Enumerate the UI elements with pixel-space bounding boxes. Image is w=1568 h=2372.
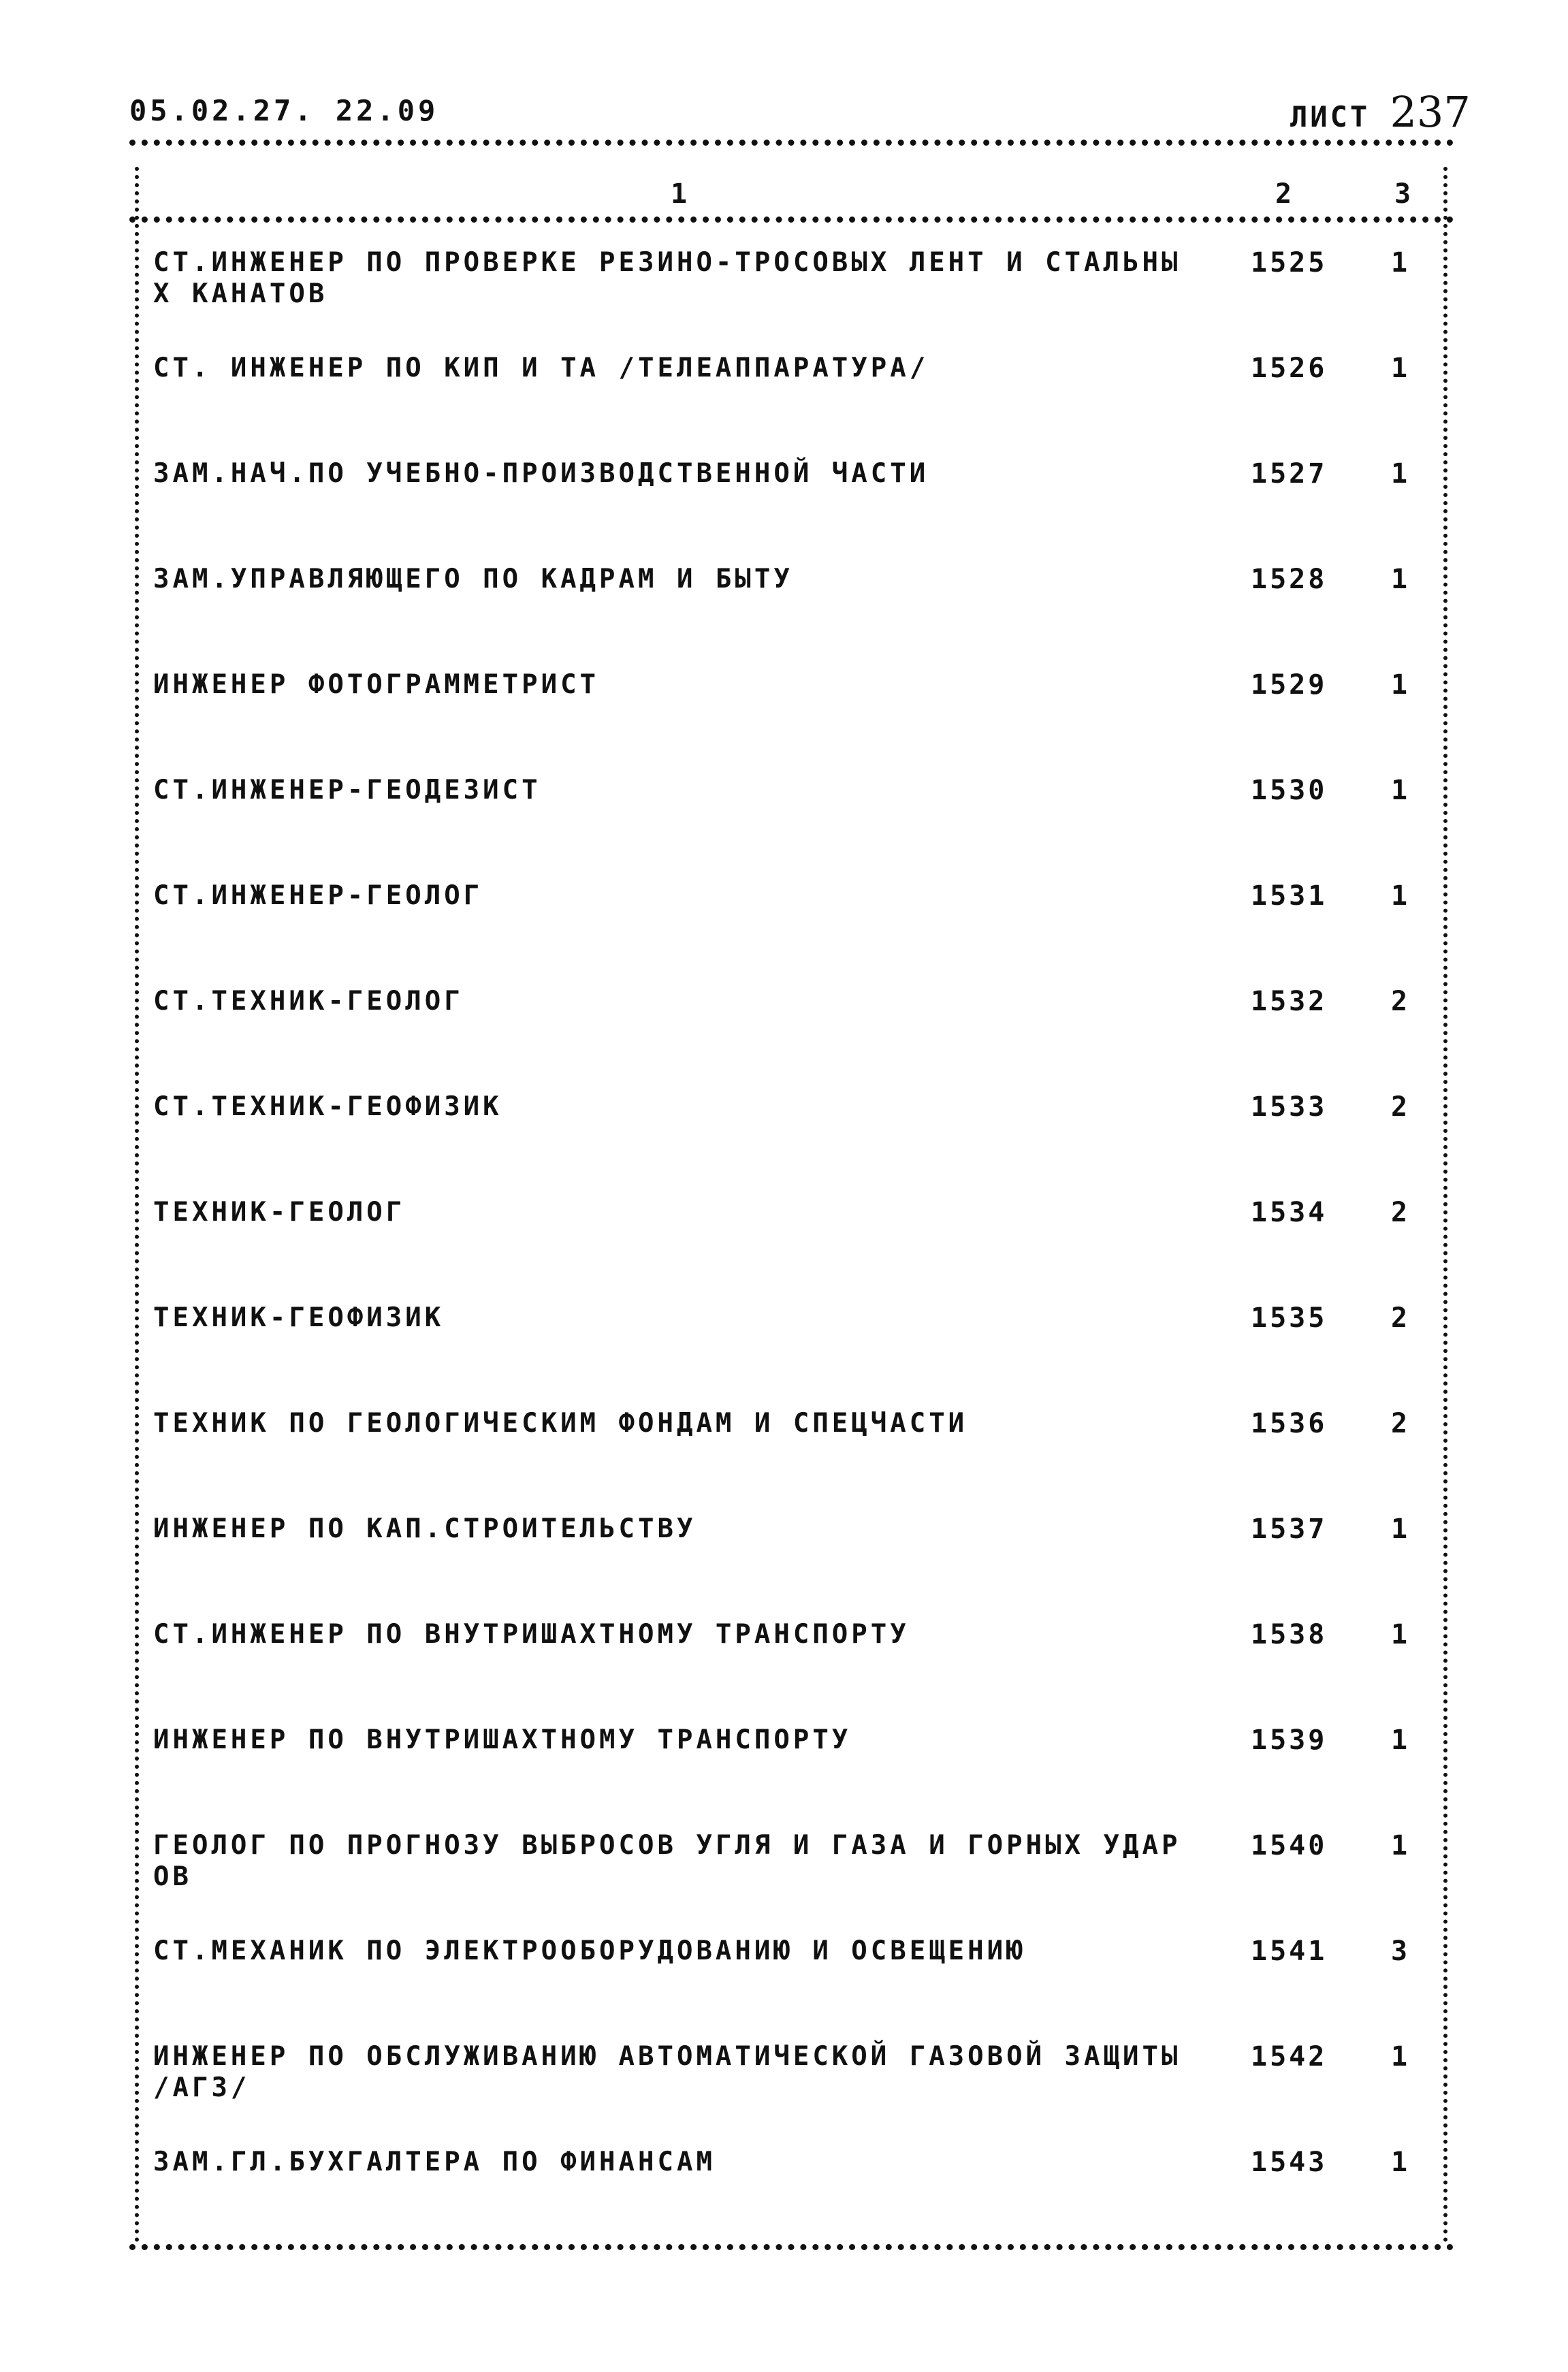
table-row	[153, 2029, 1447, 2134]
position-qty: 3	[1391, 1936, 1408, 1967]
position-qty: 1	[1391, 247, 1408, 278]
position-code: 1537	[1251, 1513, 1328, 1545]
table-row	[153, 1079, 1447, 1185]
position-title: СТ.ИНЖЕНЕР ПО ВНУТРИШАХТНОМУ ТРАНСПОРТУ	[153, 1619, 910, 1650]
position-code: 1538	[1251, 1619, 1328, 1650]
position-code: 1526	[1251, 353, 1328, 384]
position-qty: 1	[1391, 1725, 1408, 1756]
column-header-3: 3	[1394, 178, 1411, 210]
position-title: ЗАМ.ГЛ.БУХГАЛТЕРА ПО ФИНАНСАМ	[153, 2147, 716, 2177]
position-code: 1540	[1251, 1830, 1328, 1861]
position-code: 1535	[1251, 1302, 1328, 1334]
position-qty: 1	[1391, 880, 1408, 912]
position-code: 1527	[1251, 458, 1328, 490]
position-title: ИНЖЕНЕР ПО КАП.СТРОИТЕЛЬСТВУ	[153, 1513, 697, 1544]
table-row	[153, 1501, 1447, 1607]
table-row	[153, 974, 1447, 1079]
position-code: 1541	[1251, 1936, 1328, 1967]
position-code: 1528	[1251, 564, 1328, 595]
table-row	[153, 868, 1447, 974]
position-title: ТЕХНИК-ГЕОЛОГ	[153, 1197, 406, 1228]
position-title: ТЕХНИК-ГЕОФИЗИК	[153, 1302, 445, 1333]
position-qty: 2	[1391, 1091, 1408, 1123]
position-code: 1536	[1251, 1408, 1328, 1439]
table-row	[153, 1607, 1447, 1712]
position-qty: 2	[1391, 1302, 1408, 1334]
position-code: 1539	[1251, 1725, 1328, 1756]
table-row	[153, 657, 1447, 763]
position-qty: 2	[1391, 1408, 1408, 1439]
position-code: 1542	[1251, 2041, 1328, 2072]
position-code: 1531	[1251, 880, 1328, 912]
position-qty: 1	[1391, 564, 1408, 595]
position-title: СТ.ТЕХНИК-ГЕОЛОГ	[153, 986, 464, 1016]
position-title: СТ.ИНЖЕНЕР-ГЕОЛОГ	[153, 880, 483, 911]
table-row	[153, 1923, 1447, 2029]
position-title: СТ.МЕХАНИК ПО ЭЛЕКТРООБОРУДОВАНИЮ И ОСВЕЩЕНИЮ	[153, 1936, 1026, 1966]
top-border	[129, 140, 1454, 146]
table-row	[153, 551, 1447, 657]
position-qty: 1	[1391, 353, 1408, 384]
table-row	[153, 763, 1447, 868]
column-header-2: 2	[1275, 178, 1292, 210]
position-title: ЗАМ.НАЧ.ПО УЧЕБНО-ПРОИЗВОДСТВЕННОЙ ЧАСТИ	[153, 458, 929, 489]
table-row	[153, 446, 1447, 551]
position-qty: 1	[1391, 775, 1408, 806]
position-title: СТ.ИНЖЕНЕР-ГЕОДЕЗИСТ	[153, 775, 541, 805]
position-code: 1529	[1251, 669, 1328, 701]
table-row	[153, 1712, 1447, 1818]
sheet-number: 237	[1390, 87, 1471, 137]
position-code: 1533	[1251, 1091, 1328, 1123]
position-qty: 1	[1391, 1830, 1408, 1861]
position-qty: 1	[1391, 2041, 1408, 2072]
position-code: 1525	[1251, 247, 1328, 278]
position-title: СТ.ТЕХНИК-ГЕОФИЗИК	[153, 1091, 502, 1122]
table-row	[153, 340, 1447, 446]
position-title: ГЕОЛОГ ПО ПРОГНОЗУ ВЫБРОСОВ УГЛЯ И ГАЗА И ГОРНЫХ УДАРОВ	[153, 1830, 1181, 1892]
print-datetime: 05.02.27. 22.09	[129, 94, 439, 127]
position-code: 1543	[1251, 2147, 1328, 2178]
bottom-border	[129, 2244, 1454, 2250]
header-separator	[129, 217, 1454, 223]
sheet-label: ЛИСТ	[1290, 100, 1371, 133]
position-qty: 2	[1391, 1197, 1408, 1228]
position-qty: 1	[1391, 2147, 1408, 2178]
position-code: 1534	[1251, 1197, 1328, 1228]
position-title: ИНЖЕНЕР ПО ВНУТРИШАХТНОМУ ТРАНСПОРТУ	[153, 1725, 852, 1755]
position-qty: 1	[1391, 1513, 1408, 1545]
column-header-1: 1	[671, 178, 688, 210]
position-title: ЗАМ.УПРАВЛЯЮЩЕГО ПО КАДРАМ И БЫТУ	[153, 564, 793, 594]
left-rule	[135, 167, 139, 2243]
table-row	[153, 1396, 1447, 1501]
position-qty: 1	[1391, 1619, 1408, 1650]
positions-list	[153, 235, 1447, 2240]
position-title: СТ. ИНЖЕНЕР ПО КИП И ТА /ТЕЛЕАППАРАТУРА/	[153, 353, 929, 383]
table-row	[153, 235, 1447, 340]
table-row	[153, 1290, 1447, 1396]
position-title: СТ.ИНЖЕНЕР ПО ПРОВЕРКЕ РЕЗИНО-ТРОСОВЫХ ЛЕНТ И СТАЛЬНЫХ КАНАТОВ	[153, 247, 1181, 309]
position-qty: 1	[1391, 669, 1408, 701]
position-code: 1530	[1251, 775, 1328, 806]
table-row	[153, 1818, 1447, 1923]
position-qty: 1	[1391, 458, 1408, 490]
position-title: ИНЖЕНЕР ПО ОБСЛУЖИВАНИЮ АВТОМАТИЧЕСКОЙ ГАЗОВОЙ ЗАЩИТЫ /АГЗ/	[153, 2041, 1181, 2103]
position-title: ТЕХНИК ПО ГЕОЛОГИЧЕСКИМ ФОНДАМ И СПЕЦЧАСТИ	[153, 1408, 968, 1439]
position-title: ИНЖЕНЕР ФОТОГРАММЕТРИСТ	[153, 669, 600, 700]
sheet-header	[1290, 87, 1471, 137]
table-row	[153, 1185, 1447, 1290]
position-qty: 2	[1391, 986, 1408, 1017]
position-code: 1532	[1251, 986, 1328, 1017]
table-row	[153, 2134, 1447, 2240]
